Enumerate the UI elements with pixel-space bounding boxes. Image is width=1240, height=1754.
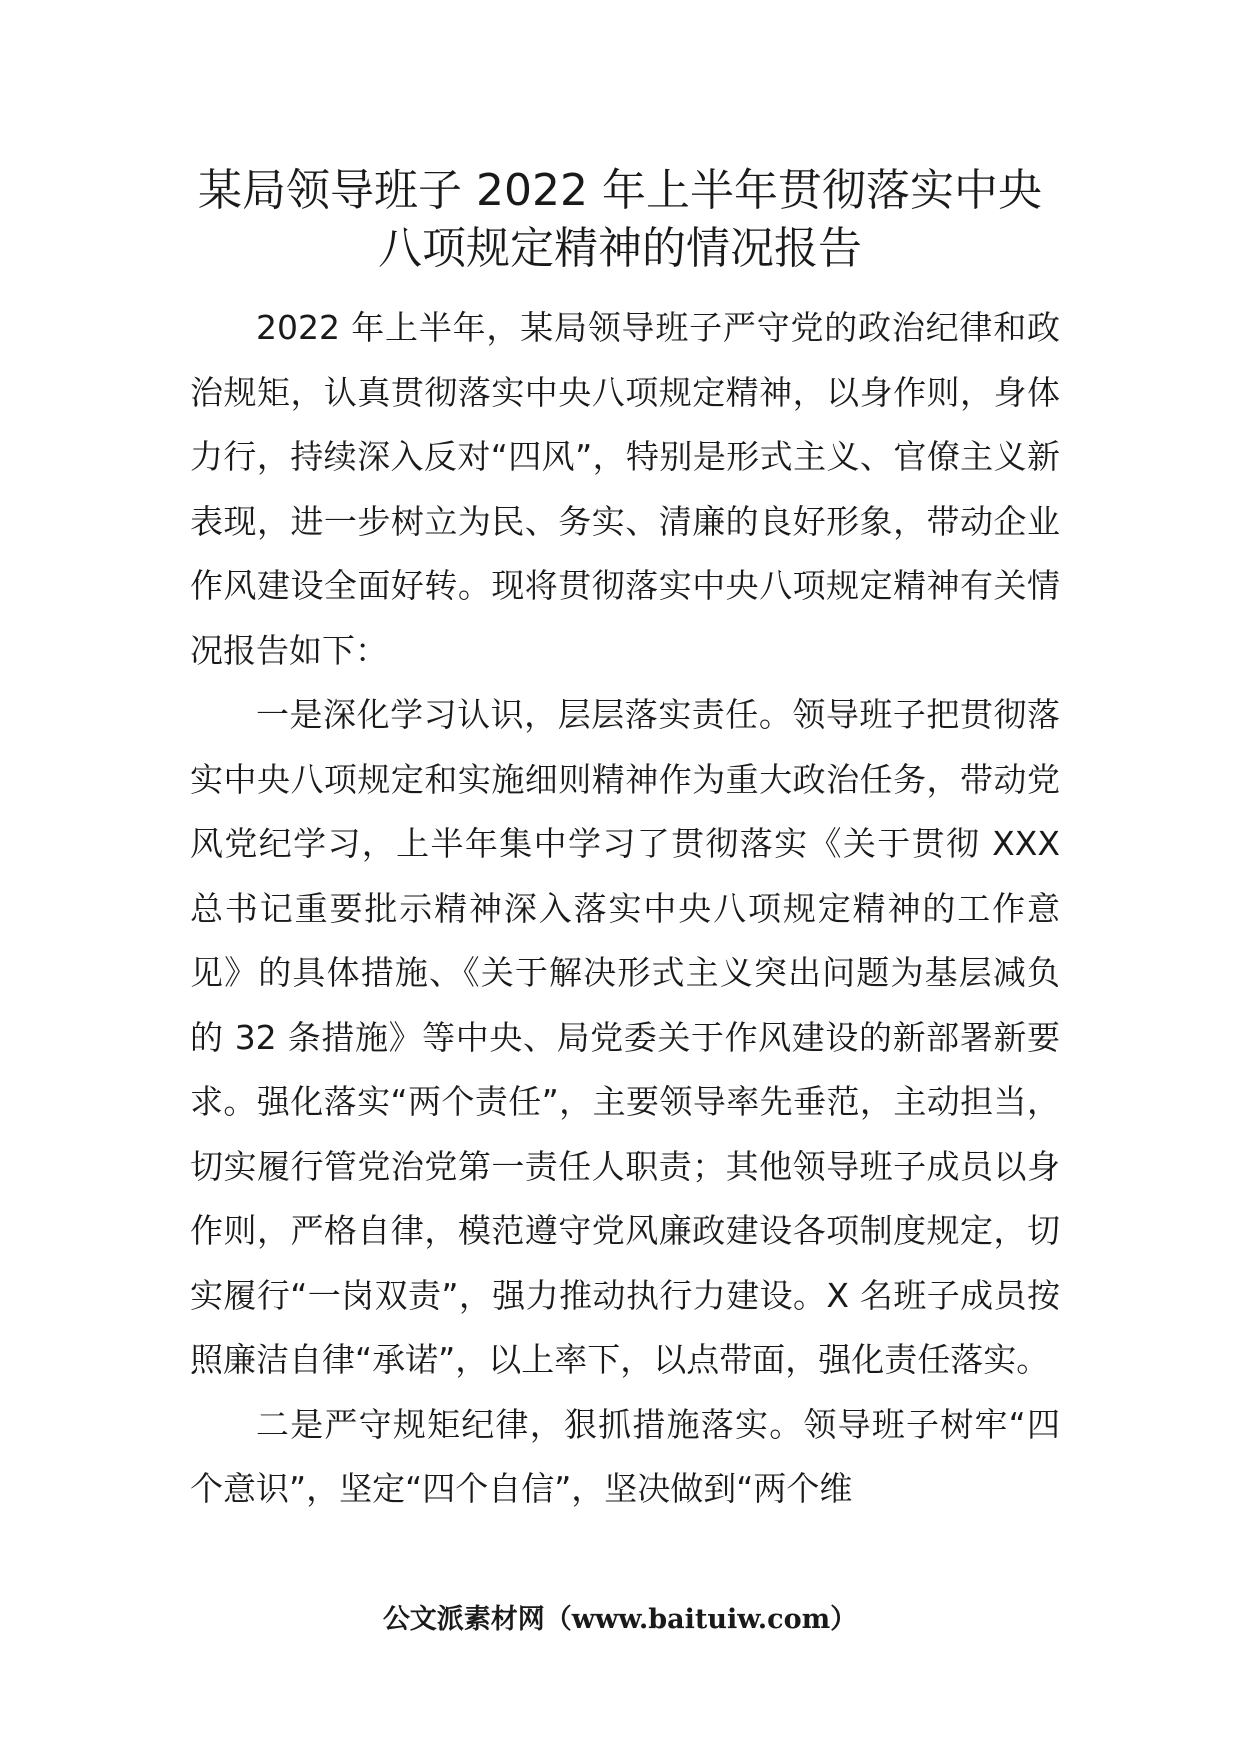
section-two-paragraph: 二是严守规矩纪律，狠抓措施落实。领导班子树牢“四个意识”，坚定“四个自信”，坚决做到“两个维 bbox=[190, 1404, 1060, 1508]
footer-watermark: 公文派素材网（www.baituiw.com） bbox=[382, 1604, 858, 1635]
section-one-paragraph: 一是深化学习认识，层层落实责任。领导班子把贯彻落实中央八项规定和实施细则精神作为重大政治任务，带动党风党纪学习，上半年集中学习了贯彻落实《关于贯彻 XXX 总书记重要批示精神深入落实中央八项规定精神的工作意见》的具体措施、《关于解决形式主义突出问题为基层减负的 32 条措施》等中央、局党委关于作风建设的新部署新要求。强化落实“两个责任”，主要领导率先垂范，主动担当，切实履行管党治党第一责任人职责；其他领导班子成员以身作则，严格自律，模范遵守党风廉政建设各项制度规定，切实履行“一岗双责”，强力推动执行力建设。X 名班子成员按照廉洁自律“承诺”，以上率下，以点带面，强化责任落实。 bbox=[190, 695, 1060, 1379]
document-body bbox=[190, 296, 1060, 1522]
title-line-1: 某局领导班子 2022 年上半年贯彻落实中央 bbox=[198, 165, 1042, 216]
document-title bbox=[160, 162, 1080, 278]
intro-paragraph: 2022 年上半年，某局领导班子严守党的政治纪律和政治规矩，认真贯彻落实中央八项规定精神，以身作则，身体力行，持续深入反对“四风”，特别是形式主义、官僚主义新表现，进一步树立为民、务实、清廉的良好形象，带动企业作风建设全面好转。现将贯彻落实中央八项规定精神有关情况报告如下： bbox=[190, 308, 1060, 670]
title-line-2: 八项规定精神的情况报告 bbox=[378, 223, 862, 274]
